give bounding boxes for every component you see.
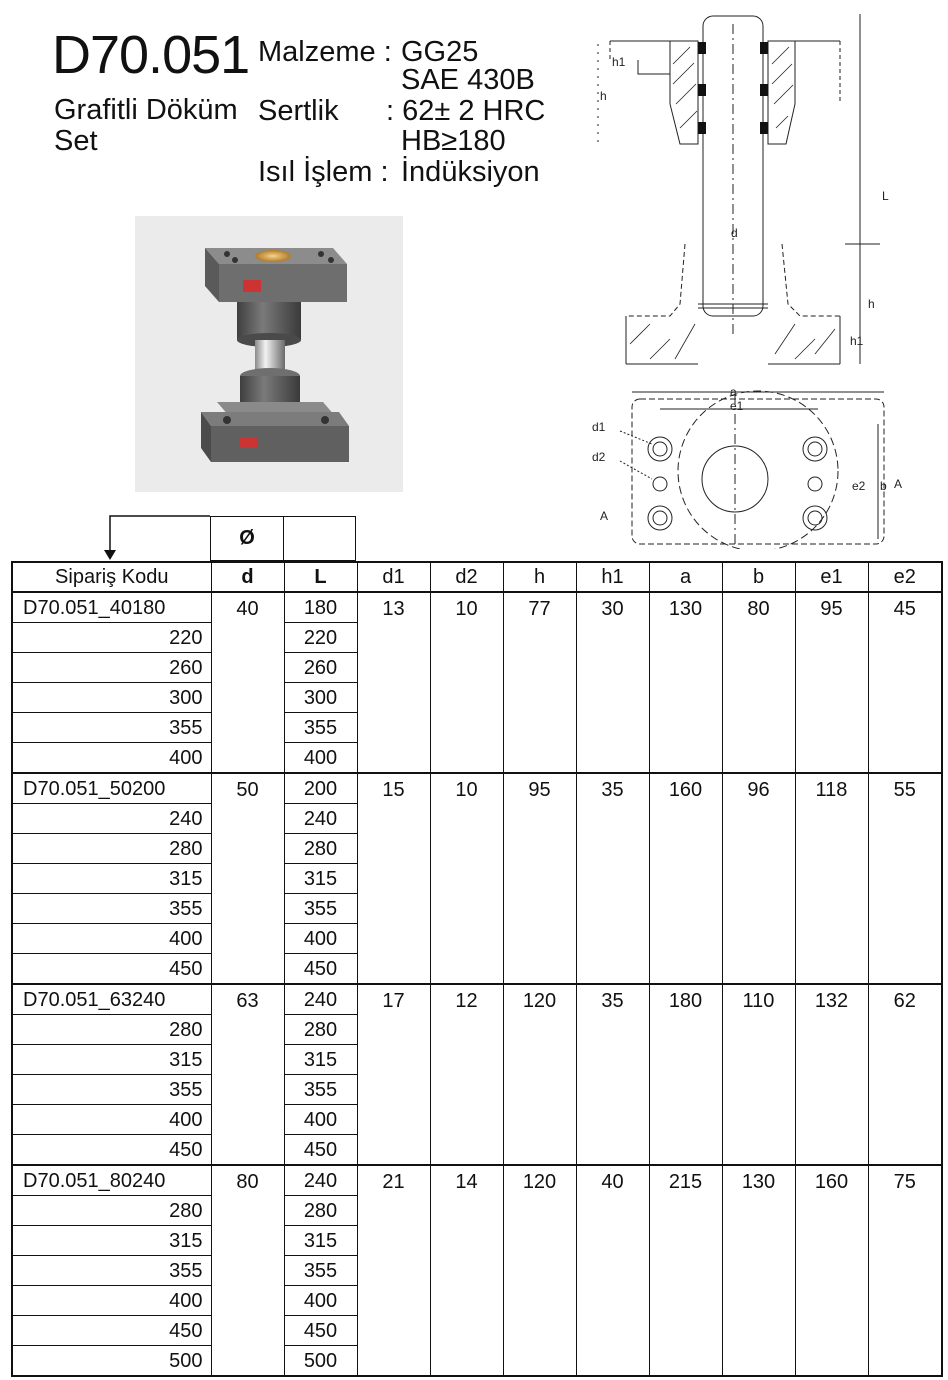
d1-cell: 13 bbox=[357, 592, 430, 773]
h-cell: 120 bbox=[503, 984, 576, 1165]
order-code-cell: 260 bbox=[12, 653, 211, 683]
diameter-cell: 63 bbox=[211, 984, 284, 1165]
order-code-cell: D70.051_40180 bbox=[12, 592, 211, 623]
h-cell: 95 bbox=[503, 773, 576, 984]
e2-cell: 75 bbox=[868, 1165, 942, 1376]
length-cell: 315 bbox=[284, 864, 357, 894]
column-header-e1: e1 bbox=[795, 562, 868, 592]
spec-value-hardness-1: : 62± 2 HRC bbox=[386, 95, 546, 127]
b-cell: 80 bbox=[722, 592, 795, 773]
order-code-cell: 400 bbox=[12, 924, 211, 954]
d2-cell: 10 bbox=[430, 773, 503, 984]
order-code-cell: 280 bbox=[12, 834, 211, 864]
length-header-box bbox=[283, 516, 356, 561]
spec-label-hardness: Sertlik bbox=[258, 95, 339, 127]
length-cell: 180 bbox=[284, 592, 357, 623]
e1-cell: 95 bbox=[795, 592, 868, 773]
column-header-b: b bbox=[722, 562, 795, 592]
e2-cell: 45 bbox=[868, 592, 942, 773]
drawing-label-a: a bbox=[730, 385, 737, 399]
product-code: D70.051 bbox=[52, 25, 250, 85]
length-cell: 500 bbox=[284, 1346, 357, 1377]
length-cell: 315 bbox=[284, 1045, 357, 1075]
e1-cell: 118 bbox=[795, 773, 868, 984]
a-cell: 215 bbox=[649, 1165, 722, 1376]
column-header-d: d bbox=[211, 562, 284, 592]
table-row bbox=[12, 1165, 942, 1196]
column-header-d1: d1 bbox=[357, 562, 430, 592]
order-code-cell: 315 bbox=[12, 1226, 211, 1256]
drawing-label-e2: e2 bbox=[852, 479, 866, 493]
h1-cell: 30 bbox=[576, 592, 649, 773]
a-cell: 160 bbox=[649, 773, 722, 984]
product-photo bbox=[135, 216, 403, 492]
a-cell: 180 bbox=[649, 984, 722, 1165]
table-row bbox=[12, 773, 942, 804]
diameter-cell: 40 bbox=[211, 592, 284, 773]
order-code-cell: 355 bbox=[12, 894, 211, 924]
length-cell: 220 bbox=[284, 623, 357, 653]
order-code-cell: 315 bbox=[12, 1045, 211, 1075]
drawing-label-h-bottom: h bbox=[868, 297, 875, 311]
length-cell: 450 bbox=[284, 1135, 357, 1166]
order-code-cell: 240 bbox=[12, 804, 211, 834]
order-code-cell: 450 bbox=[12, 1135, 211, 1166]
order-code-cell: 355 bbox=[12, 713, 211, 743]
order-code-cell: D70.051_80240 bbox=[12, 1165, 211, 1196]
length-cell: 280 bbox=[284, 834, 357, 864]
product-subtitle-line2: Set bbox=[54, 125, 98, 157]
diameter-header-box bbox=[210, 516, 284, 561]
drawing-label-d1: d1 bbox=[592, 420, 606, 434]
b-cell: 110 bbox=[722, 984, 795, 1165]
order-code-cell: D70.051_63240 bbox=[12, 984, 211, 1015]
order-code-cell: 400 bbox=[12, 1286, 211, 1316]
length-cell: 240 bbox=[284, 804, 357, 834]
drawing-label-h-top: h bbox=[600, 89, 607, 103]
diameter-symbol: Ø bbox=[239, 527, 255, 549]
length-cell: 315 bbox=[284, 1226, 357, 1256]
length-cell: 240 bbox=[284, 1165, 357, 1196]
h1-cell: 35 bbox=[576, 984, 649, 1165]
spec-value-material-2: SAE 430B bbox=[401, 64, 535, 96]
d2-cell: 10 bbox=[430, 592, 503, 773]
b-cell: 130 bbox=[722, 1165, 795, 1376]
table-row bbox=[12, 984, 942, 1015]
column-header-order-code: Sipariş Kodu bbox=[12, 562, 211, 592]
length-cell: 400 bbox=[284, 924, 357, 954]
order-code-cell: D70.051_50200 bbox=[12, 773, 211, 804]
drawing-label-d: d bbox=[731, 226, 738, 240]
length-cell: 355 bbox=[284, 1075, 357, 1105]
technical-drawing bbox=[590, 4, 940, 549]
d1-cell: 15 bbox=[357, 773, 430, 984]
length-cell: 355 bbox=[284, 894, 357, 924]
d1-cell: 17 bbox=[357, 984, 430, 1165]
column-header-L: L bbox=[284, 562, 357, 592]
length-cell: 300 bbox=[284, 683, 357, 713]
drawing-label-A-left: A bbox=[600, 509, 609, 523]
table-body bbox=[12, 592, 942, 1376]
d2-cell: 12 bbox=[430, 984, 503, 1165]
h1-cell: 35 bbox=[576, 773, 649, 984]
e1-cell: 160 bbox=[795, 1165, 868, 1376]
column-header-h: h bbox=[503, 562, 576, 592]
order-code-cell: 355 bbox=[12, 1075, 211, 1105]
e2-cell: 55 bbox=[868, 773, 942, 984]
order-code-arrow bbox=[100, 512, 220, 562]
length-cell: 200 bbox=[284, 773, 357, 804]
drawing-label-h1-top: h1 bbox=[612, 55, 626, 69]
length-cell: 400 bbox=[284, 743, 357, 774]
order-code-cell: 400 bbox=[12, 1105, 211, 1135]
spec-label-material: Malzeme : bbox=[258, 36, 392, 68]
e2-cell: 62 bbox=[868, 984, 942, 1165]
dimensions-table bbox=[11, 561, 943, 1377]
drawing-label-d2: d2 bbox=[592, 450, 606, 464]
length-cell: 280 bbox=[284, 1196, 357, 1226]
d2-cell: 14 bbox=[430, 1165, 503, 1376]
order-code-cell: 315 bbox=[12, 864, 211, 894]
drawing-label-h1-bottom: h1 bbox=[850, 334, 864, 348]
length-cell: 400 bbox=[284, 1105, 357, 1135]
diameter-cell: 50 bbox=[211, 773, 284, 984]
h-cell: 120 bbox=[503, 1165, 576, 1376]
spec-value-material-1: GG25 bbox=[401, 36, 479, 68]
length-cell: 280 bbox=[284, 1015, 357, 1045]
e1-cell: 132 bbox=[795, 984, 868, 1165]
column-header-h1: h1 bbox=[576, 562, 649, 592]
drawing-label-b: b bbox=[880, 479, 887, 493]
order-code-cell: 450 bbox=[12, 1316, 211, 1346]
table-header-row bbox=[12, 562, 942, 592]
order-code-cell: 280 bbox=[12, 1196, 211, 1226]
order-code-cell: 450 bbox=[12, 954, 211, 985]
d1-cell: 21 bbox=[357, 1165, 430, 1376]
column-header-e2: e2 bbox=[868, 562, 942, 592]
length-cell: 355 bbox=[284, 713, 357, 743]
column-header-d2: d2 bbox=[430, 562, 503, 592]
drawing-label-A-right: A bbox=[894, 477, 903, 491]
spec-value-heat-treatment: İndüksiyon bbox=[401, 156, 540, 188]
order-code-cell: 220 bbox=[12, 623, 211, 653]
b-cell: 96 bbox=[722, 773, 795, 984]
length-cell: 355 bbox=[284, 1256, 357, 1286]
order-code-cell: 355 bbox=[12, 1256, 211, 1286]
h1-cell: 40 bbox=[576, 1165, 649, 1376]
order-code-cell: 300 bbox=[12, 683, 211, 713]
length-cell: 260 bbox=[284, 653, 357, 683]
length-cell: 400 bbox=[284, 1286, 357, 1316]
length-cell: 450 bbox=[284, 1316, 357, 1346]
product-subtitle-line1: Grafitli Döküm bbox=[54, 94, 238, 126]
diameter-cell: 80 bbox=[211, 1165, 284, 1376]
drawing-label-L: L bbox=[882, 189, 889, 203]
h-cell: 77 bbox=[503, 592, 576, 773]
spec-value-hardness-2: HB≥180 bbox=[401, 125, 506, 157]
length-cell: 450 bbox=[284, 954, 357, 985]
order-code-cell: 280 bbox=[12, 1015, 211, 1045]
order-code-cell: 400 bbox=[12, 743, 211, 774]
drawing-label-e1: e1 bbox=[730, 399, 744, 413]
table-row bbox=[12, 592, 942, 623]
a-cell: 130 bbox=[649, 592, 722, 773]
length-cell: 240 bbox=[284, 984, 357, 1015]
spec-label-heat-treatment: Isıl İşlem : bbox=[258, 156, 389, 188]
order-code-cell: 500 bbox=[12, 1346, 211, 1377]
column-header-a: a bbox=[649, 562, 722, 592]
